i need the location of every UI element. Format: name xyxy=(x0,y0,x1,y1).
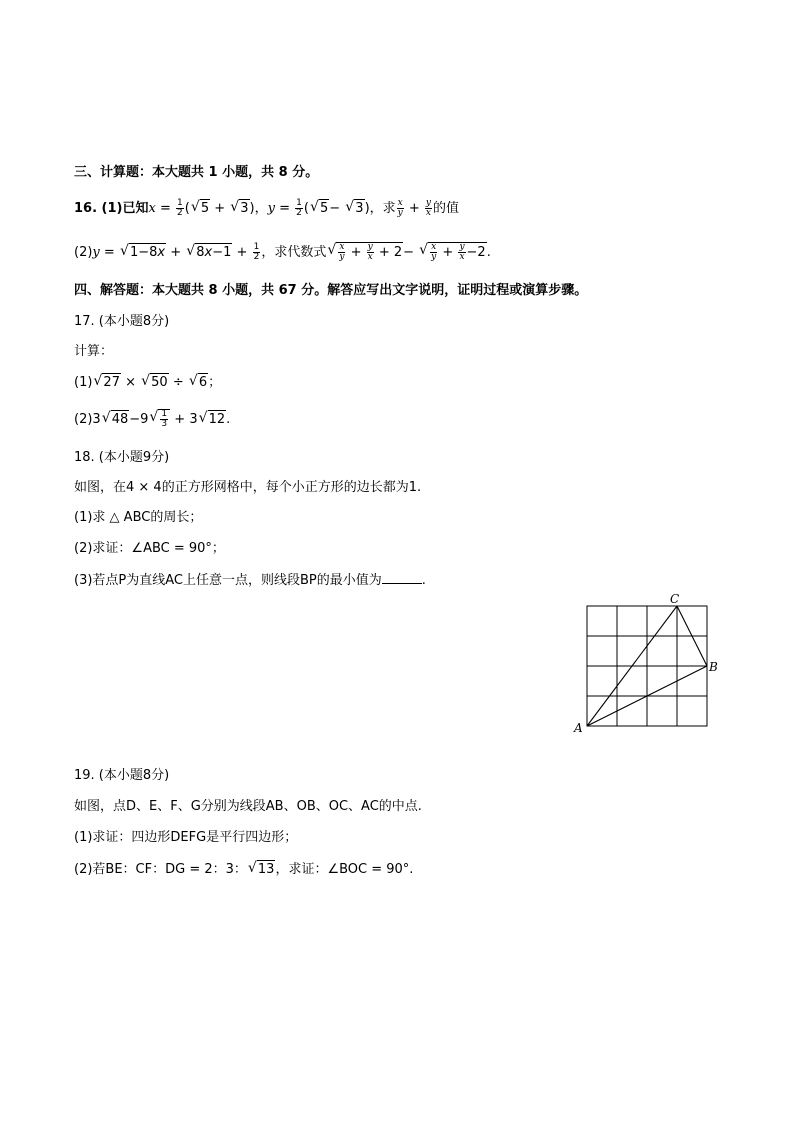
answer-blank xyxy=(382,571,422,584)
q16-part2: (2)y = √ 1−8x + √ 8x−1 + $\frac{1}{2}$ ，求代数式 √ $\frac{x}{y}$ + $\frac{y}{x}$ + 2− √ $\frac{x}{y}$ + $\frac{y}{x}$ −2. xyxy=(74,242,491,262)
section-4-heading: 四、解答题：本大题共 8 小题，共 67 分。解答应写出文字说明，证明过程或演算步骤。 xyxy=(74,283,588,298)
label-b: B xyxy=(709,660,718,674)
section-3-heading: 三、计算题：本大题共 1 小题，共 8 分。 xyxy=(74,165,319,180)
q18-part1: (1)求 △ ABC的周长； xyxy=(74,510,203,525)
q18-grid-figure xyxy=(570,592,730,738)
q19-part2: (2)若BE：CF：DG = 2：3：√ 13，求证：∠BOC = 90°. xyxy=(74,860,413,879)
fraction: $\frac{y}{x}$ xyxy=(425,198,432,218)
q18-part3: (3)若点P为直线AC上任意一点，则线段BP的最小值为 . xyxy=(74,573,426,588)
label-a: A xyxy=(574,721,583,735)
q17-part1: (1)√ 27 × √ 50 ÷ √ 6； xyxy=(74,373,221,392)
q17-part2: (2)3√ 48−9 √ $\frac{1}{3}$ + 3√ 12. xyxy=(74,409,230,429)
q18-intro: 如图，在4 × 4的正方形网格中，每个小正方形的边长都为1. xyxy=(74,480,422,495)
q19-title: 19. (本小题8分) xyxy=(74,768,170,783)
q18-part2: (2)求证：∠ABC = 90°； xyxy=(74,541,225,556)
q17-intro: 计算： xyxy=(74,344,114,359)
fraction: $\frac{1}{2}$ xyxy=(296,198,302,218)
q16-part1-tail: 的值 xyxy=(433,201,460,216)
q19-intro: 如图，点D、E、F、G分别为线段AB、OB、OC、AC的中点. xyxy=(74,799,422,814)
label-c: C xyxy=(670,592,680,606)
q16-part2-ask: ，求代数式 xyxy=(261,245,327,260)
fraction: $\frac{1}{2}$ xyxy=(177,198,183,218)
q17-title: 17. (本小题8分) xyxy=(74,314,170,329)
grid-lines xyxy=(587,606,707,726)
q18-title: 18. (本小题9分) xyxy=(74,450,170,465)
q16-part1-ask: ，求 xyxy=(369,201,396,216)
q19-part1: (1)求证：四边形DEFG是平行四边形； xyxy=(74,830,298,845)
q16-part1-prefix: 16. (1)已知 xyxy=(74,201,149,216)
q16-part1: 16. (1)已知x = $\frac{1}{2}$ (√ 5 + √ 3)，y = $\frac{1}{2}$ (√ 5− √ 3)，求 $\frac{x}{y}$ + $\frac{y}{x}$ 的值 xyxy=(74,199,459,218)
fraction: $\frac{x}{y}$ xyxy=(397,198,403,218)
